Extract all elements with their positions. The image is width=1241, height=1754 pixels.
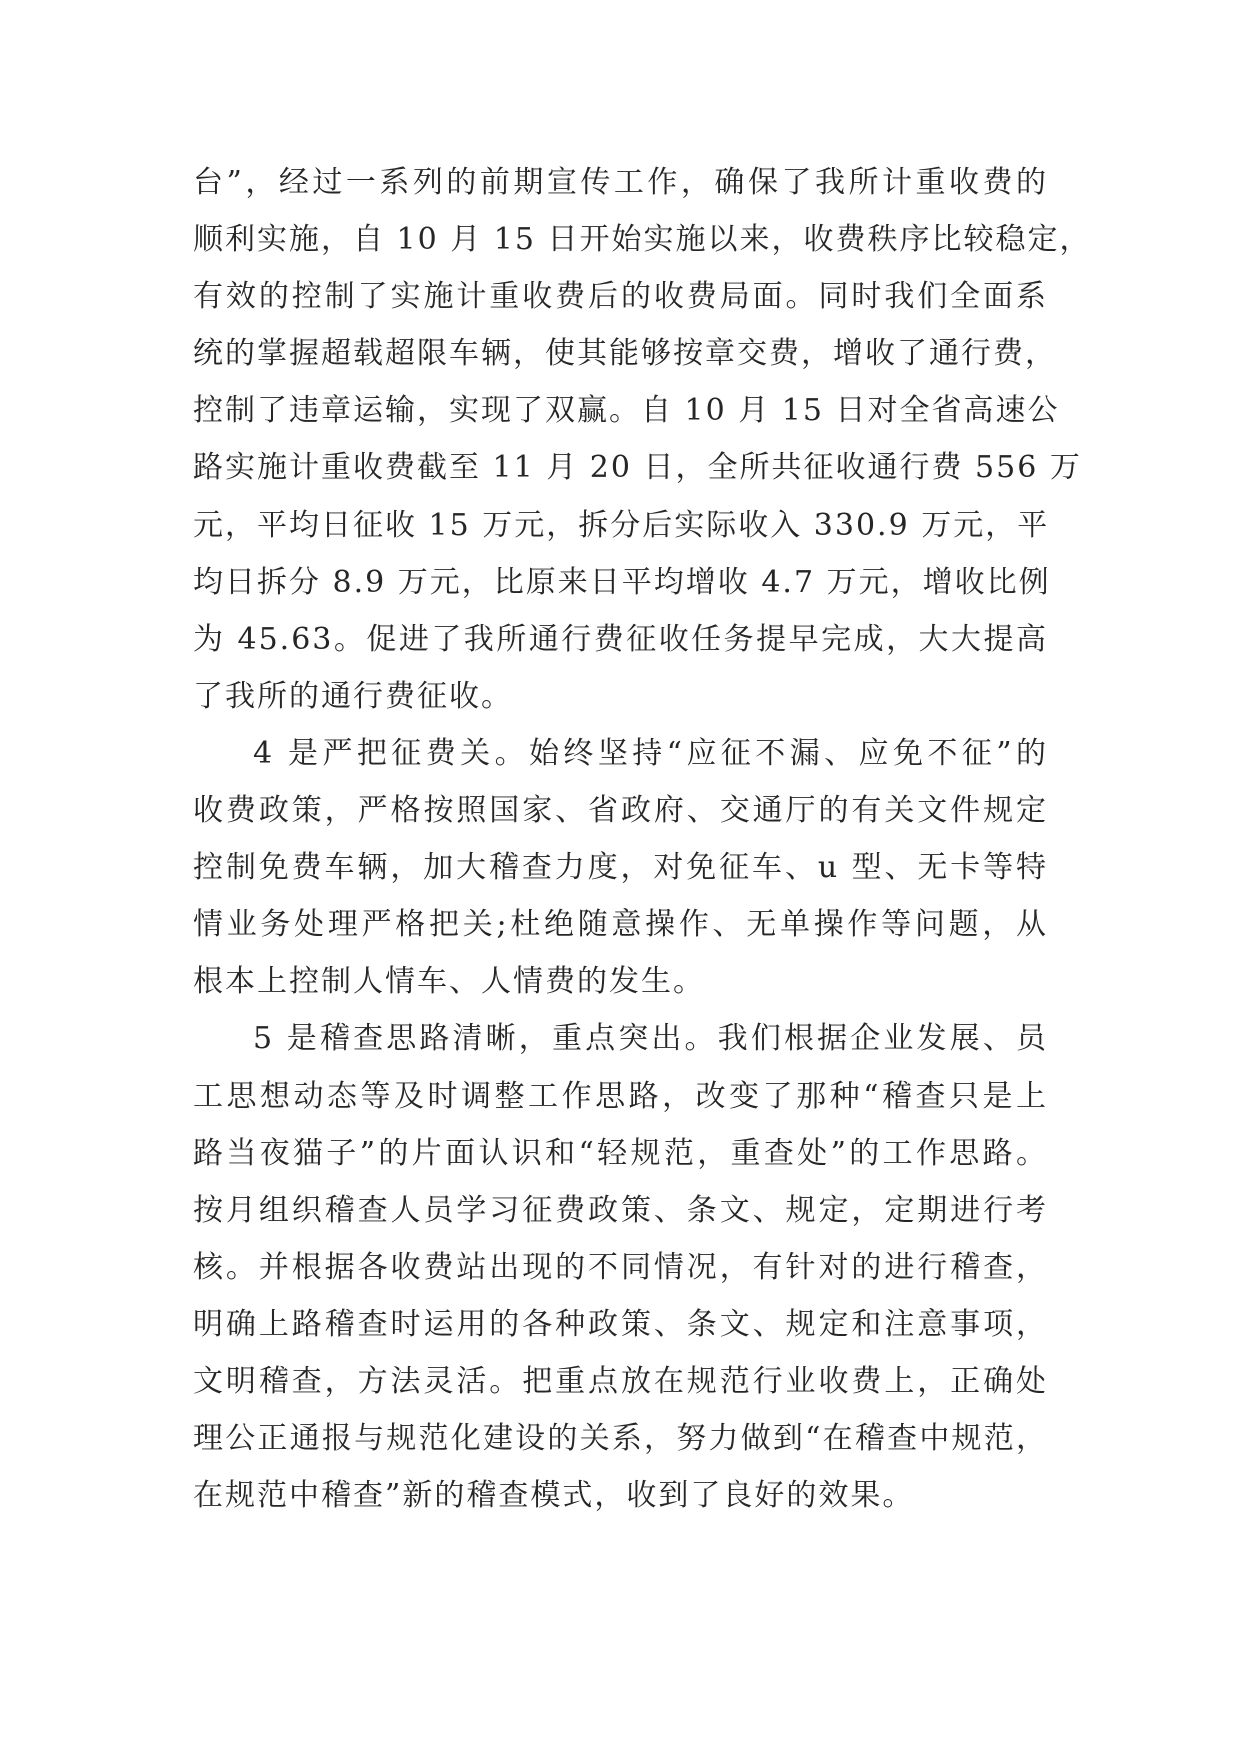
paragraph-item-5 <box>193 1010 1048 1524</box>
text-line: 有效的控制了实施计重收费后的收费局面。同时我们全面系 <box>193 279 1048 315</box>
text-line: 台”，经过一系列的前期宣传工作，确保了我所计重收费的 <box>193 165 1048 200</box>
text-line: 情业务处理严格把关;杜绝随意操作、无单操作等问题，从 <box>193 907 1048 943</box>
text-line: 统的掌握超载超限车辆，使其能够按章交费，增收了通行费， <box>193 336 1057 372</box>
text-line: 了我所的通行费征收。 <box>193 678 513 714</box>
text-line: 元，平均日征收 15 万元，拆分后实际收入 330.9 万元，平 <box>193 507 1050 543</box>
text-line: 控制免费车辆，加大稽查力度，对免征车、u 型、无卡等特 <box>193 850 1048 886</box>
text-line: 4 是严把征费关。始终坚持“应征不漏、应免不征”的 <box>253 735 1048 771</box>
text-line: 均日拆分 8.9 万元，比原来日平均增收 4.7 万元，增收比例 <box>193 564 1051 600</box>
text-line: 顺利实施，自 10 月 15 日开始实施以来，收费秩序比较稳定， <box>193 222 1092 258</box>
document-body <box>193 154 1092 1524</box>
text-line: 按月组织稽查人员学习征费政策、条文、规定，定期进行考 <box>193 1192 1048 1228</box>
paragraph-item-4 <box>193 725 1048 1010</box>
text-line: 核。并根据各收费站出现的不同情况，有针对的进行稽查， <box>193 1249 1048 1285</box>
paragraph-continuation <box>193 154 1092 725</box>
text-line: 工思想动态等及时调整工作思路，改变了那种“稽查只是上 <box>193 1078 1048 1114</box>
text-line: 文明稽查，方法灵活。把重点放在规范行业收费上，正确处 <box>193 1363 1048 1399</box>
text-line: 5 是稽查思路清晰，重点突出。我们根据企业发展、员 <box>253 1021 1048 1057</box>
text-line: 在规范中稽查”新的稽查模式，收到了良好的效果。 <box>193 1478 915 1514</box>
text-line: 控制了违章运输，实现了双赢。自 10 月 15 日对全省高速公 <box>193 393 1060 429</box>
text-line: 收费政策，严格按照国家、省政府、交通厅的有关文件规定 <box>193 793 1048 829</box>
text-line: 明确上路稽查时运用的各种政策、条文、规定和注意事项， <box>193 1306 1048 1342</box>
text-line: 根本上控制人情车、人情费的发生。 <box>193 964 705 1000</box>
text-line: 路当夜猫子”的片面认识和“轻规范，重查处”的工作思路。 <box>193 1135 1048 1171</box>
text-line: 为 45.63。促进了我所通行费征收任务提早完成，大大提高 <box>193 621 1048 657</box>
text-line: 路实施计重收费截至 11 月 20 日，全所共征收通行费 556 万 <box>193 450 1082 486</box>
text-line: 理公正通报与规范化建设的关系，努力做到“在稽查中规范， <box>193 1421 1048 1457</box>
